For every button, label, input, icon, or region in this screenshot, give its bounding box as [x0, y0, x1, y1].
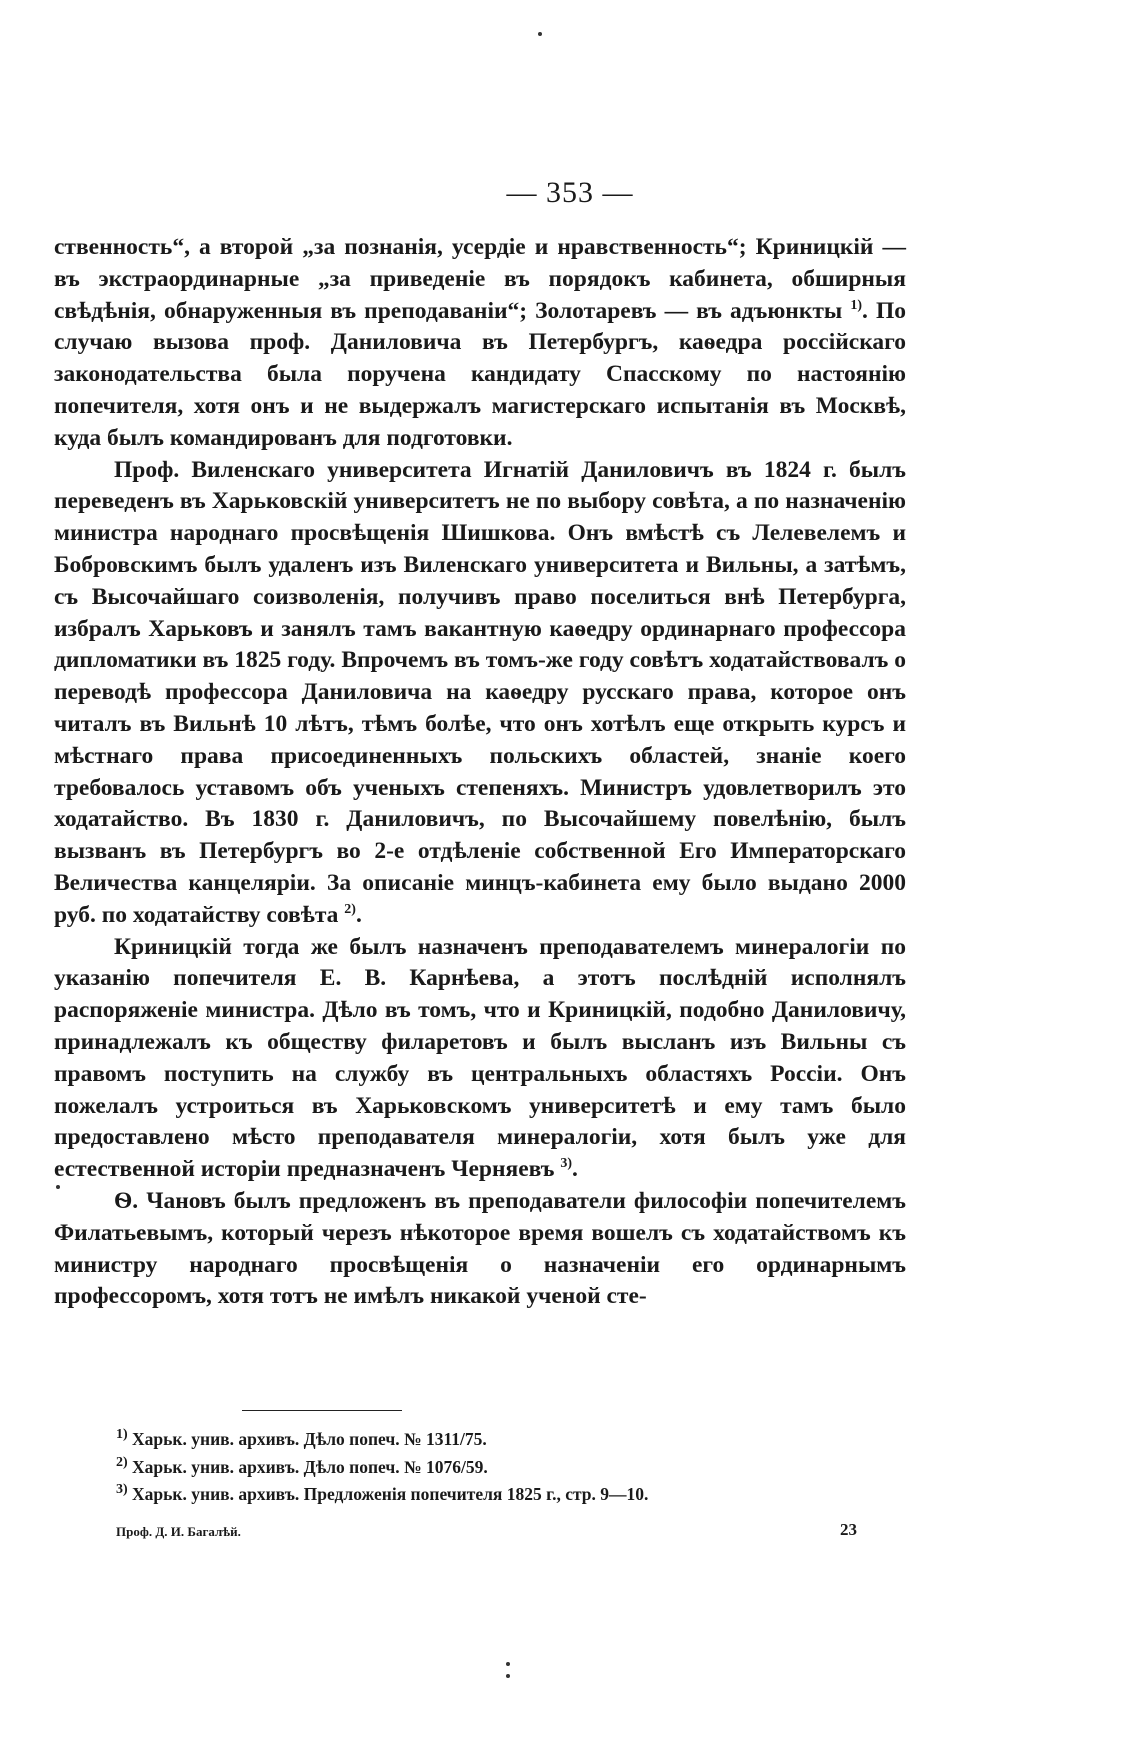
footnote-ref: 3): [560, 1156, 573, 1172]
sheet-number: 23: [840, 1520, 857, 1539]
signature: Проф. Д. И. Багалѣй.: [116, 1524, 241, 1539]
footnote-ref: 2): [344, 901, 356, 917]
footnote: [116, 1426, 876, 1454]
footnote-mark: 3): [116, 1482, 128, 1498]
footnote-text: Харьк. унив. архивъ. Дѣло попеч. № 1311/75.: [127, 1429, 487, 1449]
footnote: [116, 1481, 876, 1509]
footnote-ref: 1): [850, 297, 863, 313]
paragraph-text: Проф. Виленскаго университета Игнатій Даниловичъ въ 1824 г. былъ переведенъ въ Харьковскій университетъ не по выбору совѣта, а по назначенію министра народнаго просвѣщенія Шишкова. Онъ вмѣстѣ съ Лелевелемъ и Бобровскимъ былъ удаленъ изъ Виленскаго университета и Вильны, а затѣмъ, съ Высочайшаго соизволенія, получивъ право поселиться внѣ Петербурга, избралъ Харьковъ и занялъ тамъ вакантную каѳедру ординарнаго профессора дипломатики въ 1825 году. Впрочемъ въ томъ-же году совѣтъ ходатайствовалъ о переводѣ профессора Даниловича на каѳедру русскаго права, которое онъ читалъ въ Вильнѣ 10 лѣтъ, тѣмъ болѣе, что онъ хотѣлъ еще открыть курсъ и мѣстнаго права присоединенныхъ польскихъ областей, знаніе коего требовалось уставомъ объ ученыхъ степеняхъ. Министръ удовлетворилъ это ходатайство. Въ 1830 г. Даниловичъ, по Высочайшему повелѣнію, былъ вызванъ въ Петербургъ во 2-е отдѣленіе собственной Его Императорскаго Величества канцеляріи. За описаніе минцъ-кабинета ему было выдано 2000 руб. по ходатайству совѣта: [54, 456, 906, 928]
body-text: [54, 232, 906, 1313]
paragraph-text: .: [572, 1156, 578, 1183]
paragraph-text: Ѳ. Чановъ былъ предложенъ въ преподаватели философіи попечителемъ Филатьевымъ, который черезъ нѣкоторое время вошелъ съ ходатайствомъ къ министру народнаго просвѣщенія о назначеніи его ординарнымъ профессоромъ, хотя тотъ не имѣлъ никакой ученой сте-: [54, 1187, 906, 1310]
scan-speck: [56, 1185, 60, 1189]
paragraph: [54, 232, 906, 455]
page-number: — 353 —: [506, 176, 634, 209]
footnote: [116, 1454, 876, 1482]
footnote-text: Харьк. унив. архивъ. Дѣло попеч. № 1076/59.: [127, 1456, 488, 1477]
footnote-mark: 2): [116, 1454, 128, 1470]
scan-speck: [538, 32, 542, 36]
footnote-text: Харьк. унив. архивъ. Предложенія попечителя 1825 г., стр. 9—10.: [127, 1484, 649, 1504]
scan-speck: [506, 1674, 510, 1678]
footnotes: [116, 1426, 876, 1509]
paragraph: [54, 455, 906, 932]
footnote-mark: 1): [116, 1427, 128, 1443]
paragraph-text: Криницкій тогда же былъ назначенъ преподавателемъ минералогіи по указанію попечителя Е. В. Карнѣева, а этотъ послѣдній исполнялъ распоряженіе министра. Дѣло въ томъ, что и Криницкій, подобно Даниловичу, принадлежалъ къ обществу филаретовъ и былъ высланъ изъ Вильны съ правомъ поступить на службу въ центральныхъ областяхъ Россіи. Онъ пожелалъ устроиться въ Харьковскомъ университетѣ и ему тамъ было предоставлено мѣсто преподавателя минералогіи, хотя былъ уже для естественной исторіи предназначенъ Черняевъ: [54, 933, 906, 1183]
scan-speck: [506, 1662, 510, 1666]
paragraph: [54, 1186, 906, 1313]
paragraph: [54, 932, 906, 1186]
footnote-rule: [242, 1410, 402, 1411]
paragraph-text: .: [355, 901, 362, 928]
paragraph-text: . По случаю вызова проф. Даниловича въ Петербургъ, каѳедра россійскаго законодательства была поручена кандидату Спасскому по настоянію попечителя, хотя онъ и не выдержалъ магистерскаго испытанія въ Москвѣ, куда былъ командированъ для подготовки.: [54, 297, 907, 451]
paragraph-text: ственность“, а второй „за познанія, усердіе и нравственность“; Криницкій — въ экстраординарные „за приведеніе въ порядокъ кабинета, обширныя свѣдѣнія, обнаруженныя въ преподаваніи“; Золотаревъ — въ адъюнкты: [54, 234, 906, 324]
